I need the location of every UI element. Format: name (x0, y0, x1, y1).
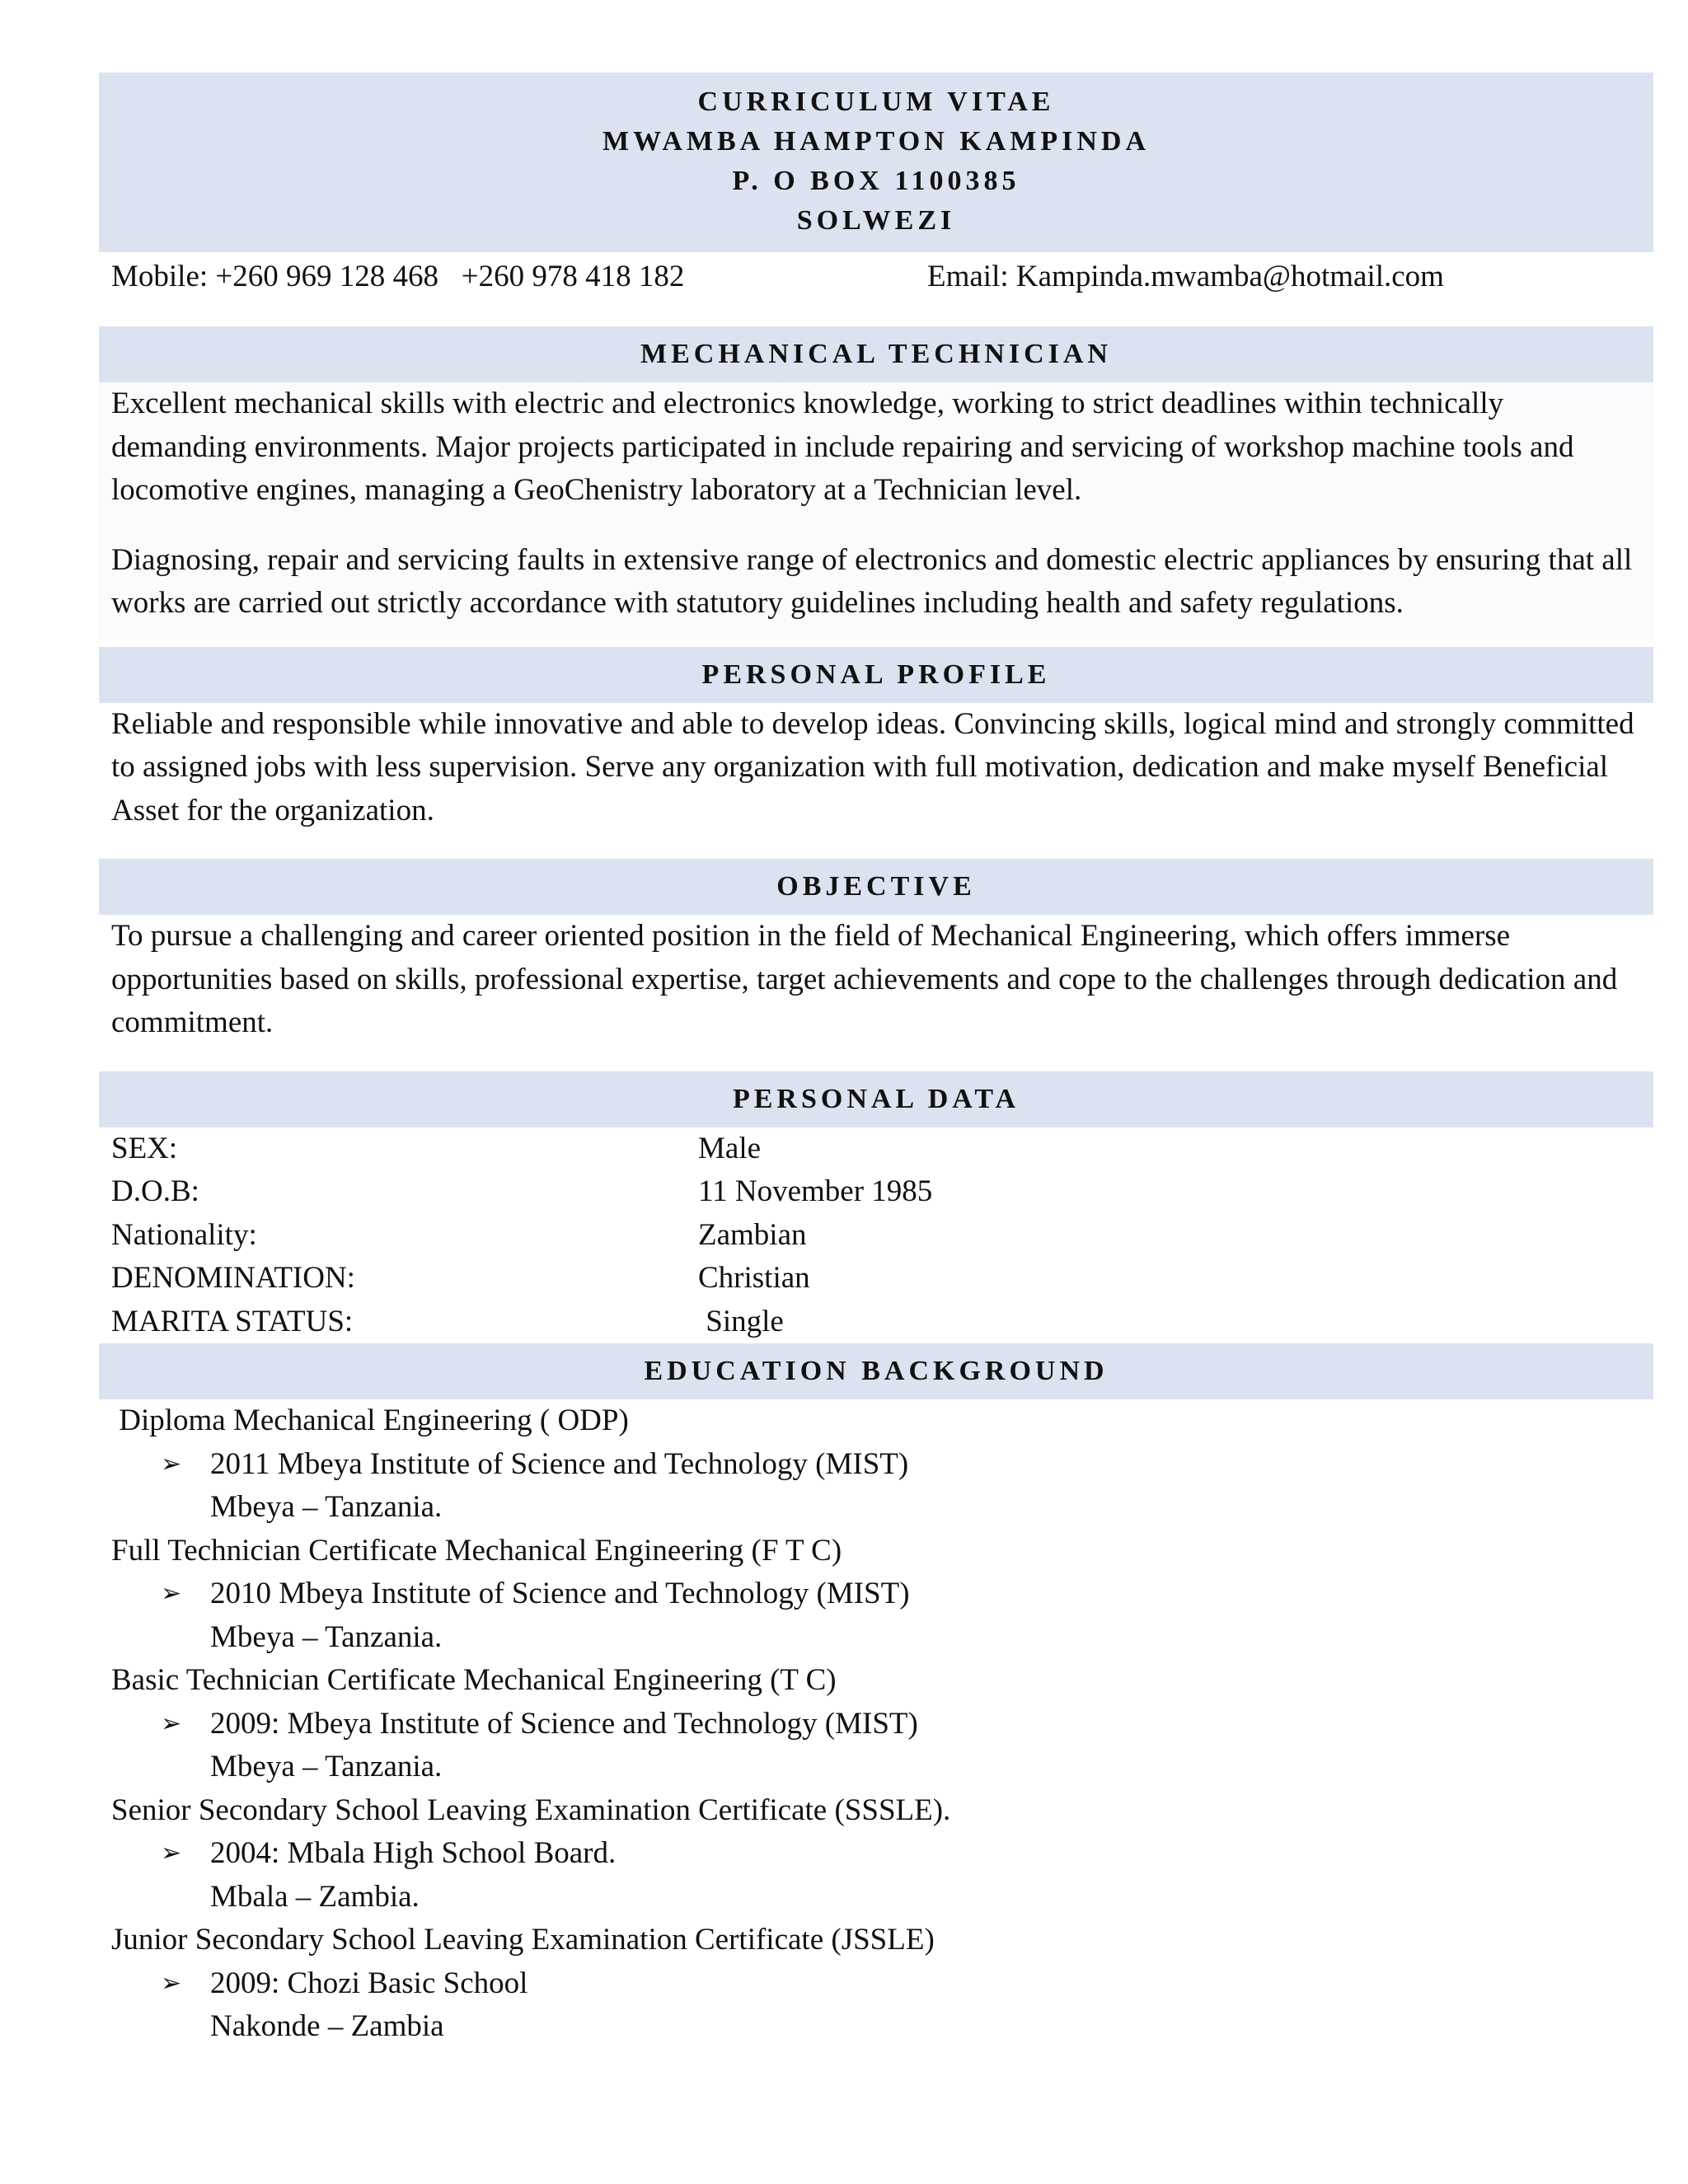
mechanical-summary (99, 382, 1653, 640)
postal-address: P. O BOX 1100385 (732, 166, 1020, 196)
qualification-title: Junior Secondary School Leaving Examination Certificate (JSSLE) (111, 1923, 935, 1957)
mobile-numbers: Mobile: +260 969 128 468 +260 978 418 182 (111, 260, 685, 293)
institution-location: Mbeya – Tanzania. (210, 1750, 443, 1783)
summary-paragraph: Excellent mechanical skills with electric and electronics knowledge, working to strict deadlines within technically demanding environments. Major projects participated in include repairing and servicing of workshop machine tools and locomotive engines, managing a GeoChenistry laboratory at a Technician level. (111, 387, 1574, 507)
section-heading-personal-data: PERSONAL DATA (99, 1071, 1653, 1127)
email-address: Email: Kampinda.mwamba@hotmail.com (927, 260, 1444, 293)
objective-paragraph: To pursue a challenging and career oriented position in the field of Mechanical Engineering, which offers immerse opportunities based on skills, professional expertise, target achievements and cope to the challenges through dedication and commitment. (111, 919, 1618, 1039)
qualification-title: Senior Secondary School Leaving Examination Certificate (SSSLE). (111, 1793, 951, 1827)
personal-data-row (99, 1257, 1653, 1301)
institution-line (99, 1703, 1653, 1746)
arrow-bullet-icon: ➢ (161, 1449, 182, 1479)
personal-data-label: DENOMINATION: (111, 1261, 355, 1295)
institution-location: Mbala – Zambia. (210, 1879, 420, 1914)
section-heading-objective: OBJECTIVE (99, 859, 1653, 915)
personal-data-label: MARITA STATUS: (111, 1304, 354, 1338)
education-list (99, 1399, 1653, 2049)
personal-data-label: D.O.B: (111, 1174, 199, 1208)
institution-location: Mbeya – Tanzania. (210, 1490, 443, 1524)
institution-location: Nakonde – Zambia (210, 2009, 444, 2043)
summary-paragraph: Diagnosing, repair and servicing faults in extensive range of electronics and domestic electric appliances by ensuring that all works are carried out strictly accordance with statutory guidelines including health and safety regulations. (111, 542, 1633, 620)
personal-data-table (99, 1127, 1653, 1344)
town: SOLWEZI (796, 205, 956, 236)
arrow-bullet-icon: ➢ (161, 1579, 182, 1608)
personal-data-value: Single (698, 1304, 784, 1338)
contact-row (99, 255, 1653, 298)
institution-line (99, 1962, 1653, 2006)
institution-text: 2004: Mbala High School Board. (210, 1836, 617, 1870)
institution-line (99, 1832, 1653, 1876)
personal-data-value: Male (698, 1131, 762, 1165)
personal-data-label: Nationality: (111, 1217, 257, 1252)
qualification-title: Basic Technician Certificate Mechanical Engineering (T C) (111, 1663, 837, 1697)
personal-data-value: Christian (698, 1261, 810, 1295)
cv-title: CURRICULUM VITAE (697, 87, 1055, 117)
personal-data-value: 11 November 1985 (698, 1174, 933, 1208)
section-heading-education: EDUCATION BACKGROUND (99, 1343, 1653, 1399)
institution-line (99, 1443, 1653, 1487)
personal-data-row (99, 1170, 1653, 1214)
personal-data-value: Zambian (698, 1217, 807, 1252)
personal-data-label: SEX: (111, 1131, 178, 1165)
header-band (99, 73, 1653, 252)
institution-text: 2009: Mbeya Institute of Science and Technology (MIST) (210, 1706, 918, 1741)
institution-line (99, 1572, 1653, 1616)
personal-data-row (99, 1127, 1653, 1171)
cv-document (99, 73, 1653, 2049)
qualification-title: Diploma Mechanical Engineering ( ODP) (111, 1404, 629, 1437)
candidate-name: MWAMBA HAMPTON KAMPINDA (603, 126, 1150, 157)
institution-location: Mbeya – Tanzania. (210, 1619, 443, 1654)
personal-data-row (99, 1301, 1653, 1344)
section-heading-mechanical: MECHANICAL TECHNICIAN (99, 326, 1653, 382)
institution-text: 2009: Chozi Basic School (210, 1966, 528, 2000)
section-heading-profile: PERSONAL PROFILE (99, 647, 1653, 703)
institution-text: 2010 Mbeya Institute of Science and Technology (MIST) (210, 1577, 910, 1610)
personal-data-row (99, 1214, 1653, 1258)
arrow-bullet-icon: ➢ (161, 1968, 182, 1998)
arrow-bullet-icon: ➢ (161, 1839, 182, 1868)
arrow-bullet-icon: ➢ (161, 1708, 182, 1738)
institution-text: 2011 Mbeya Institute of Science and Technology (MIST) (210, 1446, 909, 1481)
qualification-title: Full Technician Certificate Mechanical Engineering (F T C) (111, 1533, 842, 1568)
profile-paragraph: Reliable and responsible while innovative and able to develop ideas. Convincing skills, logical mind and strongly committed to assigned jobs with less supervision. Serve any organization with full motivation, dedication and make myself Beneficial Asset for the organization. (111, 706, 1634, 827)
